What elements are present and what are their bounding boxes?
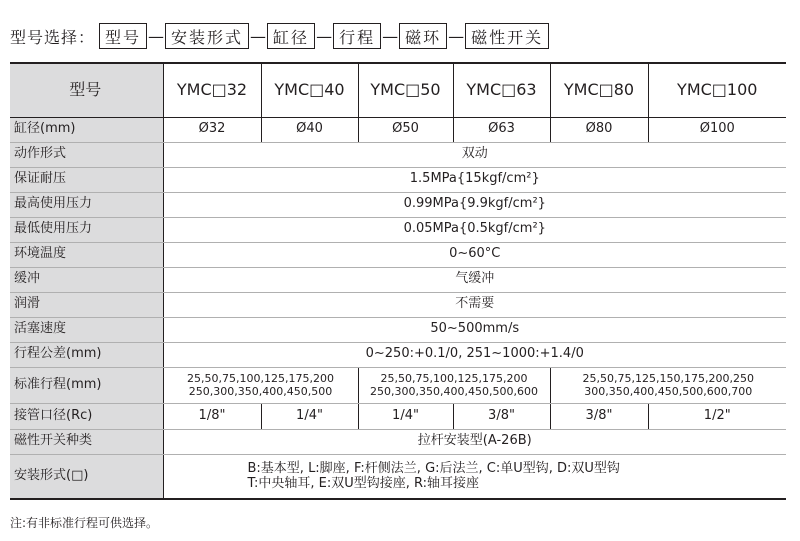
stroke-line: 25,50,75,125,150,175,200,250 bbox=[582, 371, 754, 385]
cushion-value: 气缓冲 bbox=[163, 267, 786, 292]
bore-cell: Ø50 bbox=[358, 117, 453, 142]
order-code-switch: 磁性开关 bbox=[465, 23, 549, 49]
row-label: 缓冲 bbox=[10, 267, 163, 292]
table-row bbox=[10, 242, 786, 267]
stroke-line: 25,50,75,100,125,175,200 bbox=[187, 371, 334, 385]
footnote: 注:有非标准行程可供选择。 bbox=[10, 516, 159, 530]
bore-cell: Ø100 bbox=[648, 117, 786, 142]
mounting-line: B:基本型, L:脚座, F:杆侧法兰, G:后法兰, C:单U型钩, D:双U型钩 bbox=[247, 460, 620, 476]
order-code-mounting: 安装形式 bbox=[165, 23, 249, 49]
bore-cell: Ø80 bbox=[550, 117, 648, 142]
order-code-bore: 缸径 bbox=[267, 23, 315, 49]
order-code-prefix: 型号选择： bbox=[10, 27, 96, 47]
order-code-separator: — bbox=[382, 26, 399, 46]
row-label: 缸径(mm) bbox=[10, 117, 163, 142]
order-code-stroke: 行程 bbox=[333, 23, 381, 49]
model-cell: YMC□40 bbox=[261, 63, 358, 117]
order-code-separator: — bbox=[448, 26, 465, 46]
table-row bbox=[10, 292, 786, 317]
stroke-tolerance-value: 0~250:+0.1/0, 251~1000:+1.4/0 bbox=[163, 342, 786, 367]
table-row bbox=[10, 367, 786, 403]
row-label: 保证耐压 bbox=[10, 167, 163, 192]
temperature-value: 0~60°C bbox=[163, 242, 786, 267]
model-cell: YMC□50 bbox=[358, 63, 453, 117]
model-cell: YMC□80 bbox=[550, 63, 648, 117]
standard-stroke-group bbox=[163, 367, 358, 403]
table-row bbox=[10, 192, 786, 217]
bore-cell: Ø32 bbox=[163, 117, 261, 142]
mounting-options bbox=[163, 454, 786, 499]
table-header-row bbox=[10, 63, 786, 117]
row-label: 环境温度 bbox=[10, 242, 163, 267]
max-pressure-value: 0.99MPa{9.9kgf/cm²} bbox=[163, 192, 786, 217]
proof-pressure-value: 1.5MPa{15kgf/cm²} bbox=[163, 167, 786, 192]
standard-stroke-group bbox=[358, 367, 550, 403]
model-cell: YMC□32 bbox=[163, 63, 261, 117]
row-label: 接管口径(Rc) bbox=[10, 403, 163, 429]
row-label: 最高使用压力 bbox=[10, 192, 163, 217]
table-row bbox=[10, 403, 786, 429]
port-size-cell: 1/2" bbox=[648, 403, 786, 429]
order-code-separator: — bbox=[148, 26, 165, 46]
order-code-line bbox=[10, 22, 549, 50]
table-row bbox=[10, 142, 786, 167]
model-cell: YMC□63 bbox=[453, 63, 550, 117]
table-row bbox=[10, 429, 786, 454]
lubrication-value: 不需要 bbox=[163, 292, 786, 317]
port-size-cell: 3/8" bbox=[453, 403, 550, 429]
port-size-cell: 1/4" bbox=[358, 403, 453, 429]
port-size-cell: 3/8" bbox=[550, 403, 648, 429]
mounting-line: T:中央轴耳, E:双U型钩接座, R:轴耳接座 bbox=[247, 476, 480, 492]
min-pressure-value: 0.05MPa{0.5kgf/cm²} bbox=[163, 217, 786, 242]
switch-type-value: 拉杆安装型(A-26B) bbox=[163, 429, 786, 454]
bore-cell: Ø63 bbox=[453, 117, 550, 142]
stroke-line: 25,50,75,100,125,175,200 bbox=[380, 371, 528, 385]
table-row bbox=[10, 167, 786, 192]
order-code-separator: — bbox=[250, 26, 267, 46]
row-label: 安装形式(□) bbox=[10, 454, 163, 499]
order-code-separator: — bbox=[316, 26, 333, 46]
stroke-line: 300,350,400,450,500,600,700 bbox=[584, 385, 753, 398]
table-row bbox=[10, 267, 786, 292]
order-code-magnet: 磁环 bbox=[399, 23, 447, 49]
table-row bbox=[10, 342, 786, 367]
table-row bbox=[10, 317, 786, 342]
port-size-cell: 1/4" bbox=[261, 403, 358, 429]
row-label: 标准行程(mm) bbox=[10, 367, 163, 403]
stroke-line: 250,300,350,400,450,500,600 bbox=[370, 385, 538, 398]
row-label: 行程公差(mm) bbox=[10, 342, 163, 367]
piston-speed-value: 50~500mm/s bbox=[163, 317, 786, 342]
row-label: 磁性开关种类 bbox=[10, 429, 163, 454]
table-row bbox=[10, 217, 786, 242]
row-label: 最低使用压力 bbox=[10, 217, 163, 242]
table-row bbox=[10, 117, 786, 142]
spec-table bbox=[10, 62, 786, 500]
header-label: 型号 bbox=[10, 63, 163, 117]
action-value: 双动 bbox=[163, 142, 786, 167]
bore-cell: Ø40 bbox=[261, 117, 358, 142]
row-label: 润滑 bbox=[10, 292, 163, 317]
order-code-model: 型号 bbox=[99, 23, 147, 49]
row-label: 活塞速度 bbox=[10, 317, 163, 342]
table-row bbox=[10, 454, 786, 499]
port-size-cell: 1/8" bbox=[163, 403, 261, 429]
model-cell: YMC□100 bbox=[648, 63, 786, 117]
row-label: 动作形式 bbox=[10, 142, 163, 167]
stroke-line: 250,300,350,400,450,500 bbox=[188, 385, 333, 398]
standard-stroke-group bbox=[550, 367, 786, 403]
